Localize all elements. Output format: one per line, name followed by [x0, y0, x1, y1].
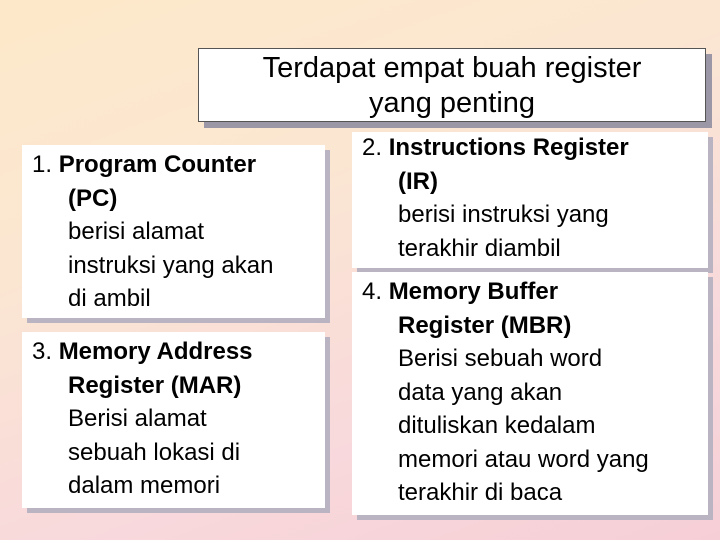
register-abbrev: Register (MAR) — [68, 371, 242, 399]
register-item-mbr — [362, 275, 649, 510]
register-abbrev: Register (MBR) — [398, 311, 572, 339]
register-desc-line: terakhir di baca — [398, 479, 563, 506]
title-box — [198, 48, 706, 122]
register-desc-line: di ambil — [68, 285, 151, 312]
register-desc-line: instruksi yang akan — [68, 251, 274, 279]
item-number: 1. — [32, 151, 53, 178]
register-name: Instructions Register — [388, 134, 629, 161]
register-name: Memory Address — [58, 338, 253, 365]
register-desc-line: berisi instruksi yang — [398, 201, 609, 228]
title-line-1: Terdapat empat buah register — [262, 52, 642, 84]
register-desc-line: sebuah lokasi di — [68, 438, 241, 466]
register-item-ir — [362, 131, 629, 265]
register-name: Memory Buffer — [388, 278, 559, 305]
item-number: 2. — [362, 134, 383, 161]
register-desc-line: Berisi alamat — [68, 405, 207, 432]
register-abbrev: (IR) — [398, 167, 438, 195]
register-desc-line: data yang akan — [398, 378, 563, 406]
register-desc-line: dituliskan kedalam — [398, 412, 596, 439]
item-number: 4. — [362, 278, 383, 305]
register-desc-line: berisi alamat — [68, 218, 205, 245]
title-line-2: yang penting — [368, 87, 536, 119]
register-desc-line: terakhir diambil — [398, 234, 561, 262]
register-desc-line: Berisi sebuah word — [398, 345, 603, 372]
register-name: Program Counter — [58, 151, 257, 178]
register-abbrev: (PC) — [68, 184, 118, 212]
register-desc-line: dalam memori — [68, 472, 221, 499]
register-item-pc — [32, 148, 273, 316]
register-item-mar — [32, 335, 253, 503]
register-desc-line: memori atau word yang — [398, 445, 649, 473]
item-number: 3. — [32, 338, 53, 365]
